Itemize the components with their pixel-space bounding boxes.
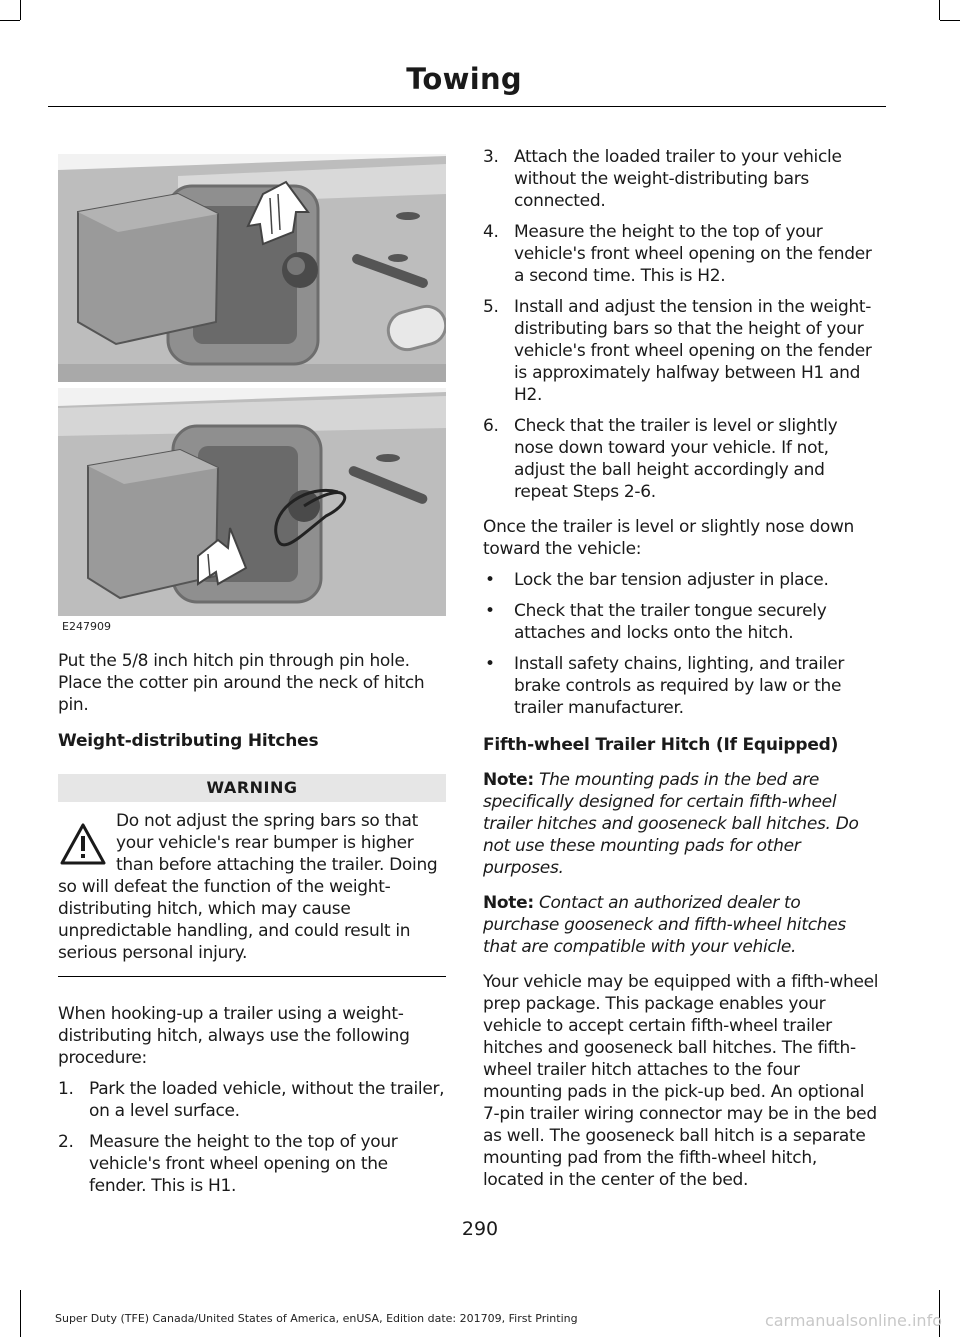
list-item	[483, 653, 881, 719]
list-item	[483, 600, 881, 644]
note-text: Contact an authorized dealer to purchase gooseneck and fifth-wheel hitches that are compatible with your vehicle.	[483, 893, 846, 957]
warning-text: Do not adjust the spring bars so that your vehicle's rear bumper is higher than before attaching the trailer. Doing so will defeat the function of the weight-distributing hitch, which may cause unpredictable handling, and could result in serious personal injury.	[58, 811, 438, 963]
hitch-pin-text: Put the 5/8 inch hitch pin through pin hole. Place the cotter pin around the neck of hitch pin.	[58, 651, 425, 715]
list-item	[58, 1131, 446, 1197]
warning-box	[58, 774, 446, 977]
hitch-panel-top	[58, 154, 446, 382]
list-item	[483, 296, 881, 406]
crop-mark	[940, 20, 960, 21]
fifth-wheel-body: Your vehicle may be equipped with a fifth-wheel prep package. This package enables your vehicle to accept certain fifth-wheel trailer hitches and gooseneck ball hitches. The fifth-wheel trailer hitch attaches to the four mounting pads in the pick-up bed. An optional 7-pin trailer wiring connector may be in the bed as well. The gooseneck ball hitch is a separate mounting pad from the fifth-wheel hitch, located in the center of the bed.	[483, 972, 879, 1190]
procedure-steps-left	[58, 1078, 446, 1197]
step-number: 4.	[483, 222, 499, 242]
crop-mark	[20, 0, 21, 20]
warning-divider	[58, 976, 446, 977]
step-number: 1.	[58, 1079, 74, 1099]
procedure-intro: When hooking-up a trailer using a weight-distributing hitch, always use the following procedure:	[58, 1004, 410, 1068]
crop-mark	[0, 20, 20, 21]
step-text: Park the loaded vehicle, without the trailer, on a level surface.	[89, 1079, 445, 1121]
bullet-icon: •	[485, 601, 495, 621]
crop-mark	[20, 1290, 21, 1337]
list-item	[483, 415, 881, 503]
list-item	[58, 1078, 446, 1122]
figure-id: E247909	[62, 620, 111, 633]
bullet-text: Check that the trailer tongue securely attaches and locks onto the hitch.	[514, 601, 827, 643]
step-number: 5.	[483, 297, 499, 317]
warning-body	[58, 810, 446, 964]
warning-triangle-icon	[60, 822, 106, 866]
step-text: Measure the height to the top of your vehicle's front wheel opening on the fender a second time. This is H2.	[514, 222, 872, 286]
note-2	[483, 892, 881, 958]
step-number: 2.	[58, 1132, 74, 1152]
level-intro: Once the trailer is level or slightly nose down toward the vehicle:	[483, 517, 855, 559]
bullet-icon: •	[485, 654, 495, 674]
hitch-panel-bottom	[58, 388, 446, 616]
step-number: 6.	[483, 416, 499, 436]
procedure-steps-right	[483, 146, 881, 503]
step-number: 3.	[483, 147, 499, 167]
warning-label: WARNING	[58, 774, 446, 802]
bullet-text: Lock the bar tension adjuster in place.	[514, 570, 829, 590]
footer-text: Super Duty (TFE) Canada/United States of America, enUSA, Edition date: 201709, First Printing	[55, 1312, 578, 1325]
level-bullets	[483, 569, 881, 719]
note-label: Note:	[483, 893, 534, 913]
note-text: The mounting pads in the bed are specifically designed for certain fifth-wheel trailer hitches and gooseneck ball hitches. Do not use these mounting pads for other purposes.	[483, 770, 859, 878]
note-1	[483, 769, 881, 879]
step-text: Measure the height to the top of your vehicle's front wheel opening on the fender. This is H1.	[89, 1132, 398, 1196]
list-item	[483, 146, 881, 212]
page-title: Towing	[406, 62, 522, 96]
section-heading: Fifth-wheel Trailer Hitch (If Equipped)	[483, 735, 839, 755]
list-item	[483, 221, 881, 287]
hitch-figure	[58, 154, 446, 640]
crop-mark	[939, 0, 940, 20]
page-number: 290	[461, 1218, 499, 1240]
note-label: Note:	[483, 770, 534, 790]
bullet-text: Install safety chains, lighting, and trailer brake controls as required by law or the trailer manufacturer.	[514, 654, 845, 718]
header-divider	[48, 106, 886, 107]
hitch-receiver-illustration	[58, 154, 446, 616]
section-heading: Weight-distributing Hitches	[58, 731, 319, 751]
bullet-icon: •	[485, 570, 495, 590]
step-text: Attach the loaded trailer to your vehicle without the weight-distributing bars connected.	[514, 147, 842, 211]
step-text: Check that the trailer is level or slightly nose down toward your vehicle. If not, adjust the ball height accordingly and repeat Steps 2-6.	[514, 416, 838, 502]
list-item	[483, 569, 881, 591]
right-column	[483, 146, 881, 1191]
left-column	[58, 154, 446, 1197]
step-text: Install and adjust the tension in the weight-distributing bars so that the height of your vehicle's front wheel opening on the fender is approximately halfway between H1 and H2.	[514, 297, 872, 405]
watermark: carmanualsonline.info	[764, 1311, 942, 1330]
